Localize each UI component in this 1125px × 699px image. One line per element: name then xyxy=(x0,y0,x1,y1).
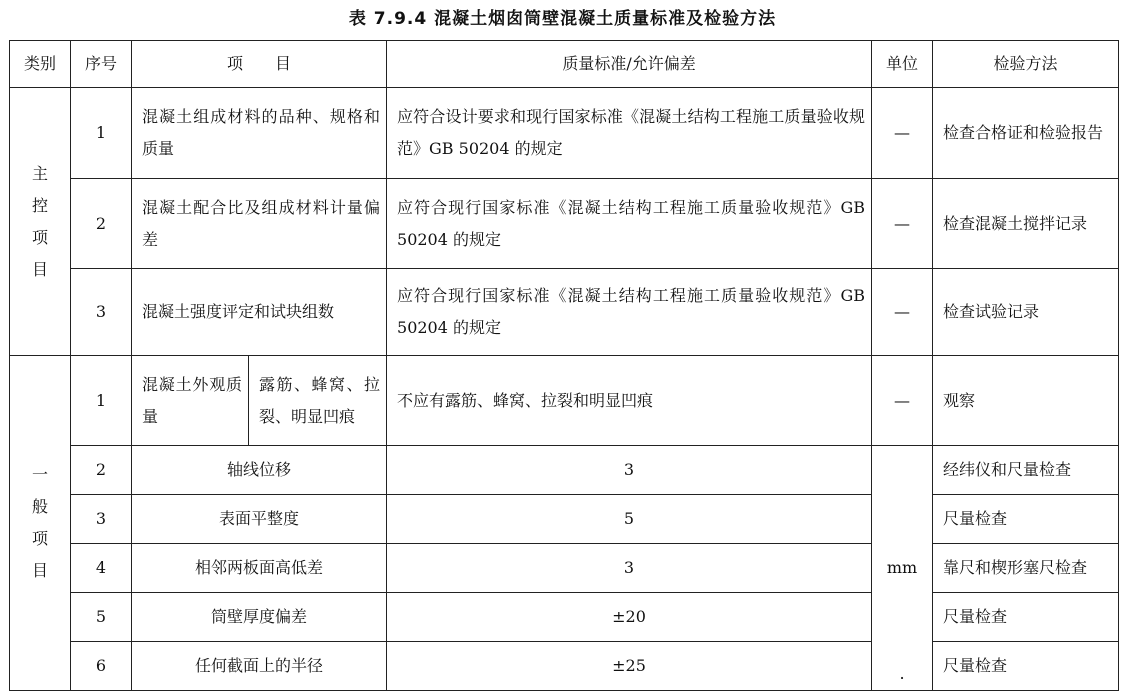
table-row xyxy=(10,495,1119,544)
method-cell: 尺量检查 xyxy=(933,593,1119,642)
header-row xyxy=(10,41,1119,88)
header-method: 检验方法 xyxy=(933,41,1119,88)
item-cell: 混凝土强度评定和试块组数 xyxy=(132,269,387,356)
method-cell: 检查混凝土搅拌记录 xyxy=(933,179,1119,269)
standard-cell: 3 xyxy=(387,446,872,495)
standard-cell: 3 xyxy=(387,544,872,593)
seq-cell: 5 xyxy=(71,593,132,642)
item-cell: 任何截面上的半径 xyxy=(132,642,387,691)
method-cell: 靠尺和楔形塞尺检查 xyxy=(933,544,1119,593)
standard-cell: 应符合现行国家标准《混凝土结构工程施工质量验收规范》GB 50204 的规定 xyxy=(387,269,872,356)
unit-cell: — xyxy=(872,179,933,269)
header-category: 类别 xyxy=(10,41,71,88)
method-cell: 观察 xyxy=(933,356,1119,446)
table-row xyxy=(10,544,1119,593)
table-row xyxy=(10,356,1119,446)
table-row xyxy=(10,446,1119,495)
standard-cell: ±20 xyxy=(387,593,872,642)
seq-cell: 3 xyxy=(71,495,132,544)
method-cell: 尺量检查 xyxy=(933,495,1119,544)
method-cell: 检查合格证和检验报告 xyxy=(933,88,1119,179)
seq-cell: 2 xyxy=(71,179,132,269)
seq-cell: 6 xyxy=(71,642,132,691)
standard-cell: 应符合设计要求和现行国家标准《混凝土结构工程施工质量验收规范》GB 50204 的规定 xyxy=(387,88,872,179)
unit-cell: — xyxy=(872,88,933,179)
item-cell: 筒壁厚度偏差 xyxy=(132,593,387,642)
unit-cell-shared xyxy=(872,446,933,691)
seq-cell: 3 xyxy=(71,269,132,356)
method-cell: 经纬仪和尺量检查 xyxy=(933,446,1119,495)
header-standard: 质量标准/允许偏差 xyxy=(387,41,872,88)
table-row xyxy=(10,179,1119,269)
unit-cell: — xyxy=(872,356,933,446)
standard-cell: ±25 xyxy=(387,642,872,691)
item-cell-left: 混凝土外观质量 xyxy=(132,356,249,446)
method-cell: 检查试验记录 xyxy=(933,269,1119,356)
table-row xyxy=(10,642,1119,691)
item-cell: 相邻两板面高低差 xyxy=(132,544,387,593)
unit-dot: . xyxy=(899,664,905,683)
unit-mm: mm xyxy=(886,558,918,577)
seq-cell: 2 xyxy=(71,446,132,495)
standard-cell: 5 xyxy=(387,495,872,544)
item-cell: 表面平整度 xyxy=(132,495,387,544)
header-item: 项 目 xyxy=(132,41,387,88)
category-general: 一 般 项 目 xyxy=(10,356,71,691)
standard-cell: 应符合现行国家标准《混凝土结构工程施工质量验收规范》GB 50204 的规定 xyxy=(387,179,872,269)
seq-cell: 1 xyxy=(71,356,132,446)
method-cell: 尺量检查 xyxy=(933,642,1119,691)
item-cell-right: 露筋、蜂窝、拉裂、明显凹痕 xyxy=(249,356,387,446)
header-seq: 序号 xyxy=(71,41,132,88)
table-title: 表 7.9.4 混凝土烟囱筒壁混凝土质量标准及检验方法 xyxy=(348,9,777,29)
quality-standard-table xyxy=(9,40,1119,691)
table-row xyxy=(10,593,1119,642)
item-cell: 混凝土组成材料的品种、规格和质量 xyxy=(132,88,387,179)
seq-cell: 4 xyxy=(71,544,132,593)
standard-cell: 不应有露筋、蜂窝、拉裂和明显凹痕 xyxy=(387,356,872,446)
table-row xyxy=(10,269,1119,356)
category-main-control: 主 控 项 目 xyxy=(10,88,71,356)
item-cell: 混凝土配合比及组成材料计量偏差 xyxy=(132,179,387,269)
unit-cell: — xyxy=(872,269,933,356)
table-row xyxy=(10,88,1119,179)
item-cell: 轴线位移 xyxy=(132,446,387,495)
header-unit: 单位 xyxy=(872,41,933,88)
seq-cell: 1 xyxy=(71,88,132,179)
